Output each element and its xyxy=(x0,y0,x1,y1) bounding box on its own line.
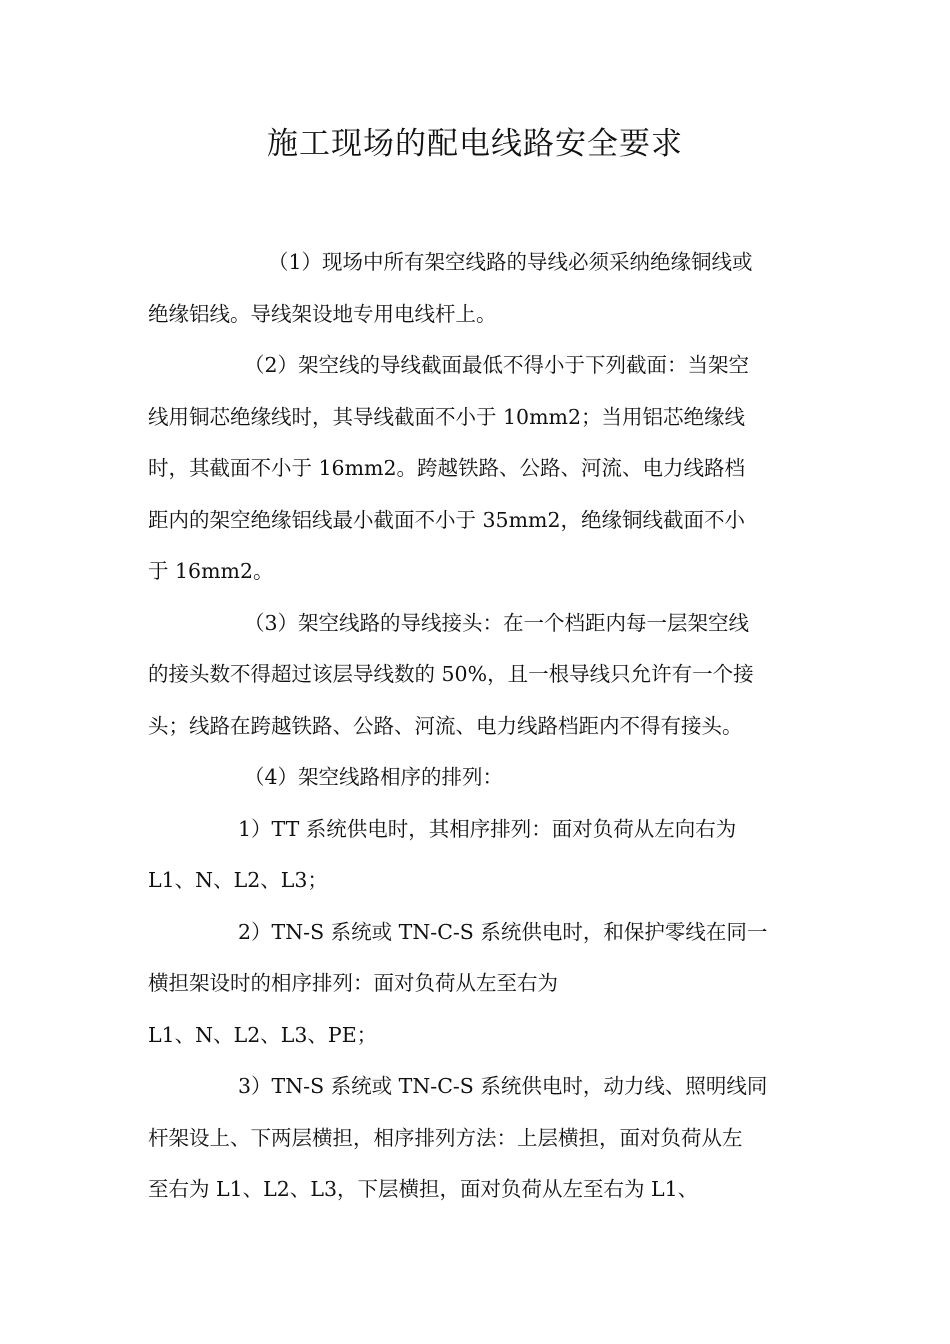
paragraph-2-line-2: 线用铜芯绝缘线时，其导线截面不小于 10mm2；当用铝芯绝缘线 xyxy=(148,405,746,429)
item-1-line-2: L1、N、L2、L3； xyxy=(148,868,328,892)
paragraph-2-line-4: 距内的架空绝缘铝线最小截面不小于 35mm2，绝缘铜线截面不小 xyxy=(148,508,746,532)
paragraph-3-line-2: 的接头数不得超过该层导线数的 50%，且一根导线只允许有一个接 xyxy=(148,662,754,686)
item-3-line-1: 3）TN-S 系统或 TN-C-S 系统供电时，动力线、照明线同 xyxy=(238,1074,768,1098)
document-title: 施工现场的配电线路安全要求 xyxy=(267,126,683,162)
paragraph-4-heading: （4）架空线路相序的排列： xyxy=(244,765,504,789)
item-3-line-3: 至右为 L1、L2、L3，下层横担，面对负荷从左至右为 L1、 xyxy=(148,1177,699,1201)
paragraph-1-line-1: （1）现场中所有架空线路的导线必须采纳绝缘铜线或 xyxy=(268,250,753,274)
item-2-line-2: 横担架设时的相序排列：面对负荷从左至右为 xyxy=(148,971,558,995)
item-1-line-1: 1）TT 系统供电时，其相序排列：面对负荷从左向右为 xyxy=(238,817,737,841)
paragraph-1-line-2: 绝缘铝线。导线架设地专用电线杆上。 xyxy=(148,302,497,326)
paragraph-2-line-1: （2）架空线的导线截面最低不得小于下列截面：当架空 xyxy=(244,353,750,377)
paragraph-2-line-5: 于 16mm2。 xyxy=(148,559,274,583)
item-2-line-3: L1、N、L2、L3、PE； xyxy=(148,1023,378,1047)
paragraph-3-line-3: 头；线路在跨越铁路、公路、河流、电力线路档距内不得有接头。 xyxy=(148,714,743,738)
item-3-line-2: 杆架设上、下两层横担，相序排列方法：上层横担，面对负荷从左 xyxy=(148,1126,743,1150)
paragraph-2-line-3: 时，其截面不小于 16mm2。跨越铁路、公路、河流、电力线路档 xyxy=(148,456,746,480)
item-2-line-1: 2）TN-S 系统或 TN-C-S 系统供电时，和保护零线在同一 xyxy=(238,920,768,944)
paragraph-3-line-1: （3）架空线路的导线接头：在一个档距内每一层架空线 xyxy=(244,611,750,635)
